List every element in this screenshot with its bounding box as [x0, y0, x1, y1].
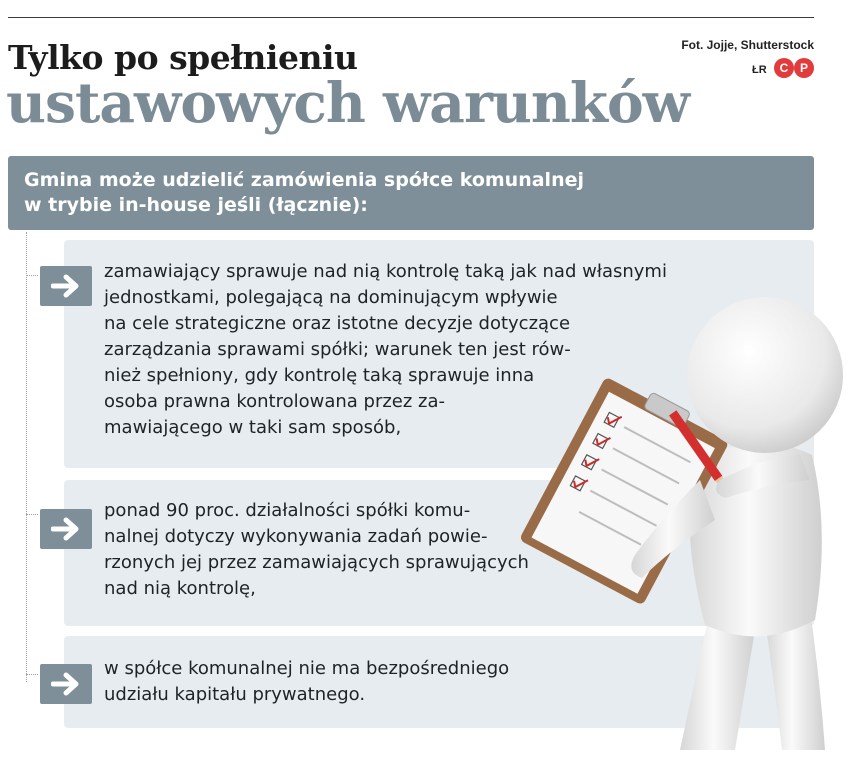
figure-with-clipboard-illustration: [520, 280, 860, 760]
intro-line-2: w trybie in-house jeśli (łącznie):: [24, 194, 368, 216]
text-line: mawiającego w taki sam sposób,: [104, 417, 402, 438]
publisher-mark-p-icon: P: [794, 58, 814, 78]
text-line: nad nią kontrolę,: [104, 578, 256, 599]
text-line: osoba prawna kontrolowana przez za-: [104, 391, 446, 412]
dotted-guide-tick: [26, 514, 38, 515]
dotted-guide-line: [26, 232, 27, 682]
headline-line-1: Tylko po spełnieniu: [8, 38, 358, 77]
text-line: udziału kapitału prywatnego.: [104, 684, 366, 705]
photo-credit: Fot. Jojje, Shutterstock: [681, 38, 814, 52]
top-rule: [8, 17, 814, 18]
dotted-guide-tick: [26, 674, 38, 675]
intro-line-1: Gmina może udzielić zamówienia spółce komunalnej: [24, 169, 584, 191]
dotted-guide-tick: [26, 275, 38, 276]
text-line: ponad 90 proc. działalności spółki komu-: [104, 500, 471, 521]
arrow-right-icon: [40, 664, 92, 704]
text-line: jednostkami, polegającą na dominującym wpływie: [104, 287, 558, 308]
text-line: rzonych jej przez zamawiających sprawujących: [104, 552, 529, 573]
condition-text-2: [104, 498, 529, 602]
author-initials: ŁR: [752, 64, 767, 76]
condition-text-3: [104, 656, 509, 708]
text-line: nież spełniony, gdy kontrolę taką sprawuje inna: [104, 365, 535, 386]
arrow-right-icon: [40, 509, 92, 549]
text-line: w spółce komunalnej nie ma bezpośredniego: [104, 658, 510, 679]
text-line: nalnej dotyczy wykonywania zadań powie-: [104, 526, 488, 547]
publisher-mark-c-icon: C: [774, 58, 794, 78]
text-line: zamawiający sprawuje nad nią kontrolę taką jak nad własnymi: [104, 261, 667, 282]
intro-band: [8, 156, 814, 230]
text-line: na cele strategiczne oraz istotne decyzje dotyczące: [104, 313, 571, 334]
text-line: zarządzania sprawami spółki; warunek ten jest rów-: [104, 339, 571, 360]
arrow-right-icon: [40, 266, 92, 306]
headline-line-2: ustawowych warunków: [6, 70, 690, 135]
